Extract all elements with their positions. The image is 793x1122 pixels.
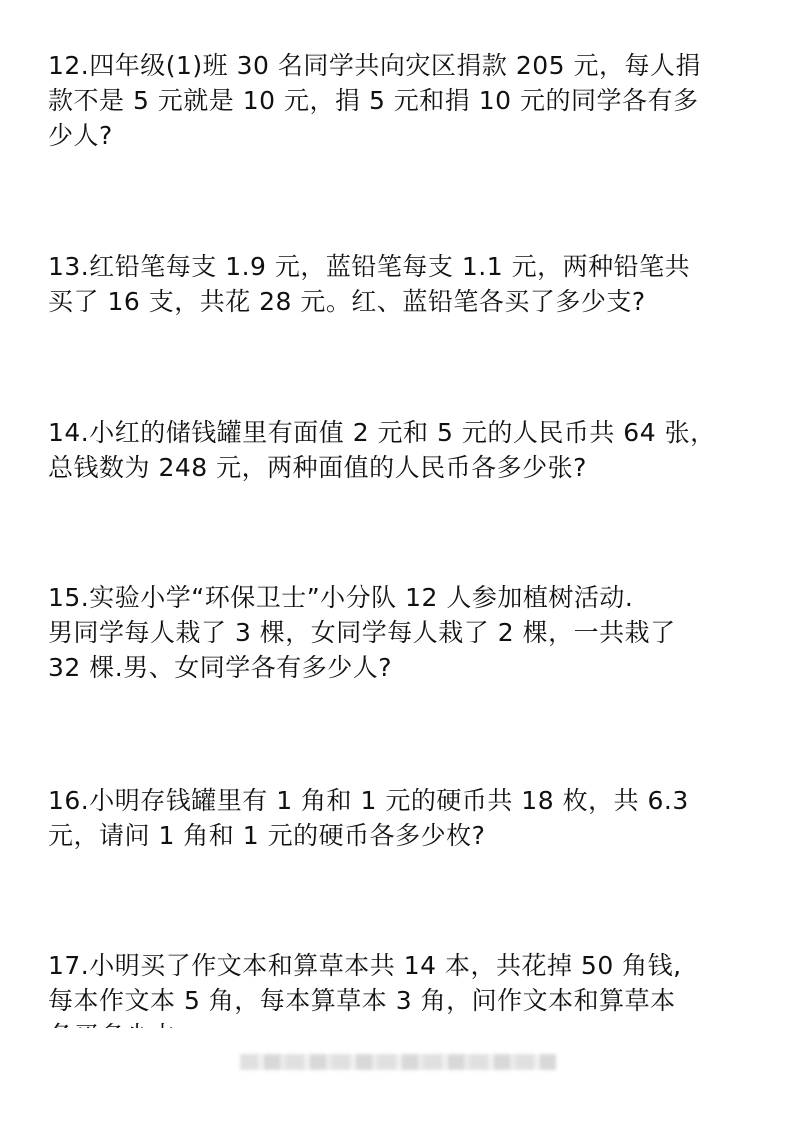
- question-17-line: 17.小明买了作文本和算草本共 14 本，共花掉 50 角钱,: [48, 951, 682, 980]
- question-12-line: 少人?: [48, 121, 113, 150]
- question-17-line: 每本作文本 5 角，每本算草本 3 角，问作文本和算草本: [48, 986, 676, 1015]
- question-16-line: 16.小明存钱罐里有 1 角和 1 元的硬币共 18 枚，共 6.3: [48, 786, 689, 815]
- question-12-line: 12.四年级(1)班 30 名同学共向灾区捐款 205 元，每人捐: [48, 51, 701, 80]
- question-15-line: 32 棵.男、女同学各有多少人?: [48, 653, 392, 682]
- question-16-line: 元，请问 1 角和 1 元的硬币各多少枚?: [48, 821, 486, 850]
- question-14: [48, 415, 753, 485]
- question-16: [48, 783, 753, 853]
- question-15-line: 15.实验小学“环保卫士”小分队 12 人参加植树活动.: [48, 583, 634, 612]
- question-14-line: 14.小红的储钱罐里有面值 2 元和 5 元的人民币共 64 张，: [48, 418, 716, 447]
- question-12: [48, 48, 753, 153]
- question-13: [48, 249, 753, 319]
- question-13-line: 13.红铅笔每支 1.9 元，蓝铅笔每支 1.1 元，两种铅笔共: [48, 252, 691, 281]
- question-12-line: 款不是 5 元就是 10 元，捐 5 元和捐 10 元的同学各有多: [48, 86, 699, 115]
- page-cutoff-mask: [0, 1028, 793, 1122]
- question-13-line: 买了 16 支，共花 28 元。红、蓝铅笔各买了多少支?: [48, 287, 646, 316]
- question-15-line: 男同学每人栽了 3 棵，女同学每人栽了 2 棵，一共栽了: [48, 618, 676, 647]
- blurred-watermark: [240, 1054, 556, 1070]
- question-15: [48, 580, 753, 685]
- question-14-line: 总钱数为 248 元，两种面值的人民币各多少张?: [48, 453, 587, 482]
